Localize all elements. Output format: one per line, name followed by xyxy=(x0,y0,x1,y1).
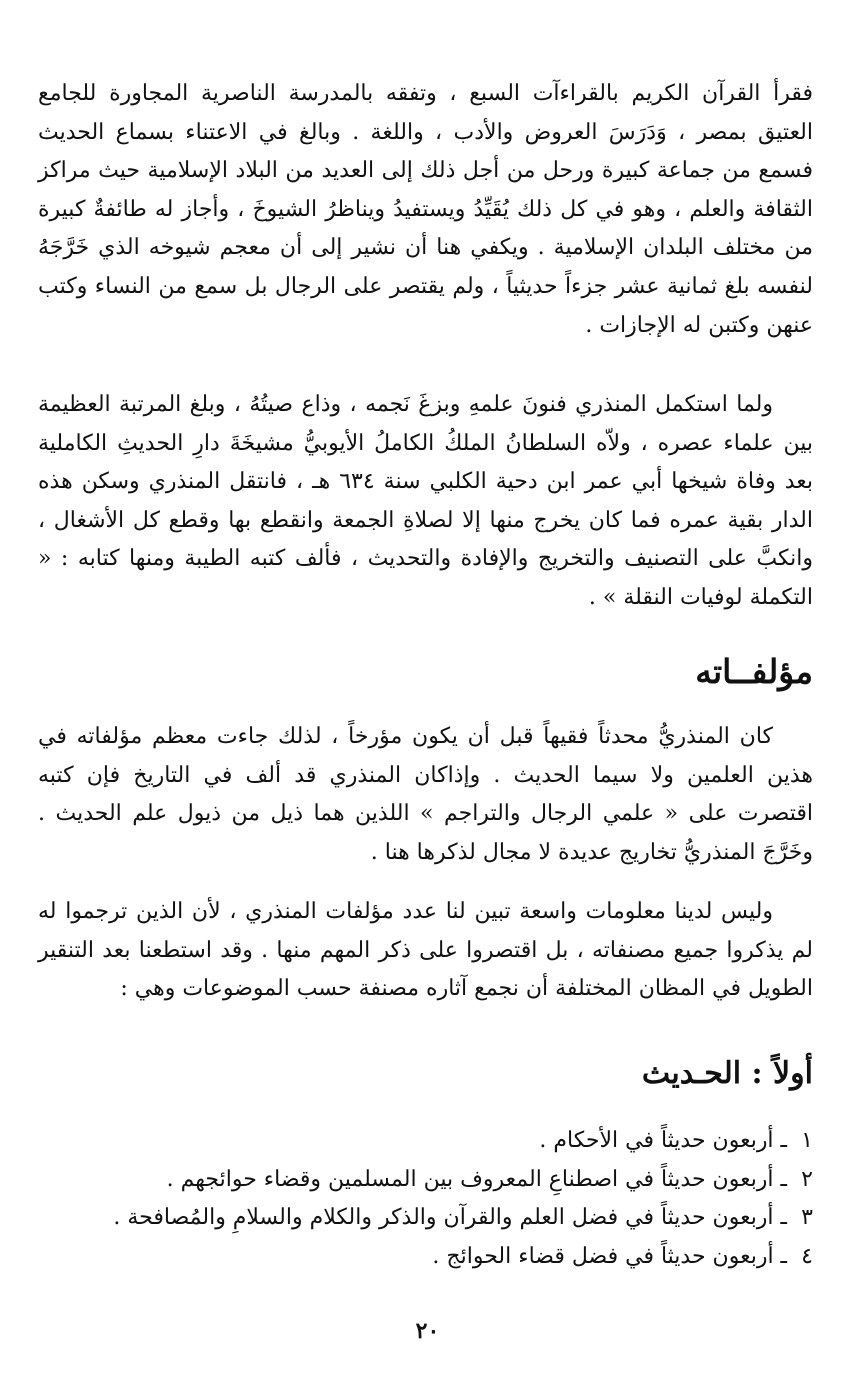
list-item: ٣ـ أربعون حديثاً في فضل العلم والقرآن والذكر والكلام والسلامِ والمُصافحة . xyxy=(113,1205,813,1231)
list-item: ١ـ أربعون حديثاً في الأحكام . xyxy=(539,1128,813,1153)
paragraph-works-count: وليس لدينا معلومات واسعة تبين لنا عدد مؤلفات المنذري ، لأن الذين ترجموا له لم يذكروا جميع مصنفاته ، بل اقتصروا على ذكر المهم منها . وقد استطعنا بعد التنقير الطويل في المظان المختلفة أن نجمع آثاره مصنفة حسب الموضوعات وهي : xyxy=(38,899,813,1002)
paragraph-biography: ولما استكمل المنذري فنونَ علمهِ وبزغَ نَجمه ، وذاع صيتُهُ ، وبلغ المرتبة العظيمة بين علماء عصره ، ولاّه السلطانُ الملكُ الكاملُ الأيوبيُّ مشيخَةَ دارِ الحديثِ الكاملية بعد وفاة شيخها أبي عمر ابن دحية الكلبي سنة ٦٣٤ هـ ، فانتقل المنذري وسكن هذه الدار بقية عمره فما كان يخرج منها إلا لصلاةِ الجمعة وانقطع بها وقطع كل الأشغال ، وانكبَّ على التصنيف والتخريج والإفادة والتحديث ، فألف كتبه الطيبة ومنها كتابه : « التكملة لوفيات النقلة » . xyxy=(38,392,814,610)
list-item: ٢ـ أربعون حديثاً في اصطناعِ المعروف بين المسلمين وقضاء حوائجهم . xyxy=(166,1166,813,1192)
list-item: ٤ـ أربعون حديثاً في فضل قضاء الحوائج . xyxy=(432,1243,813,1269)
subheading-hadith: أولاً : الحـديث xyxy=(641,1056,813,1091)
section-heading: مؤلفــاته xyxy=(695,652,813,691)
hadith-works-list xyxy=(38,1122,813,1276)
paragraph-intro: فقرأ القرآن الكريم بالقراءآت السبع ، وتفقه بالمدرسة الناصرية المجاورة للجامع العتيق بمصر ، وَدَرَسَ العروض والأدب ، واللغة . وبالغ في الاعتناء بسماع الحديث فسمع من جماعة كبيرة ورحل من أجل ذلك إلى العديد من البلاد الإسلامية حيث مراكز الثقافة والعلم ، وهو في كل ذلك يُقَيِّدُ ويستفيدُ ويناظرُ الشيوخَ ، وأجاز له طائفةٌ كبيرة من مختلف البلدان الإسلامية . ويكفي هنا أن نشير إلى أن معجم شيوخه الذي خَرَّجَهُ لنفسه بلغ ثمانية عشر جزءاً حديثياً ، ولم يقتصر على الرجال بل سمع من النساء وكتب عنهن وكتبن له الإجازات . xyxy=(38,81,813,338)
paragraph-works-overview: كان المنذريُّ محدثاً فقيهاً قبل أن يكون مؤرخاً ، لذلك جاءت معظم مؤلفاته في هذين العلمين ولا سيما الحديث . وإذاكان المنذري قد ألف في التاريخ فإن كتبه اقتصرت على « علمي الرجال والتراجم » اللذين هما ذيل من ذيول علم الحديث . وخَرَّجَ المنذريُّ تخاريج عديدة لا مجال لذكرها هنا . xyxy=(38,724,813,865)
page-number: ٢٠ xyxy=(415,1318,440,1344)
